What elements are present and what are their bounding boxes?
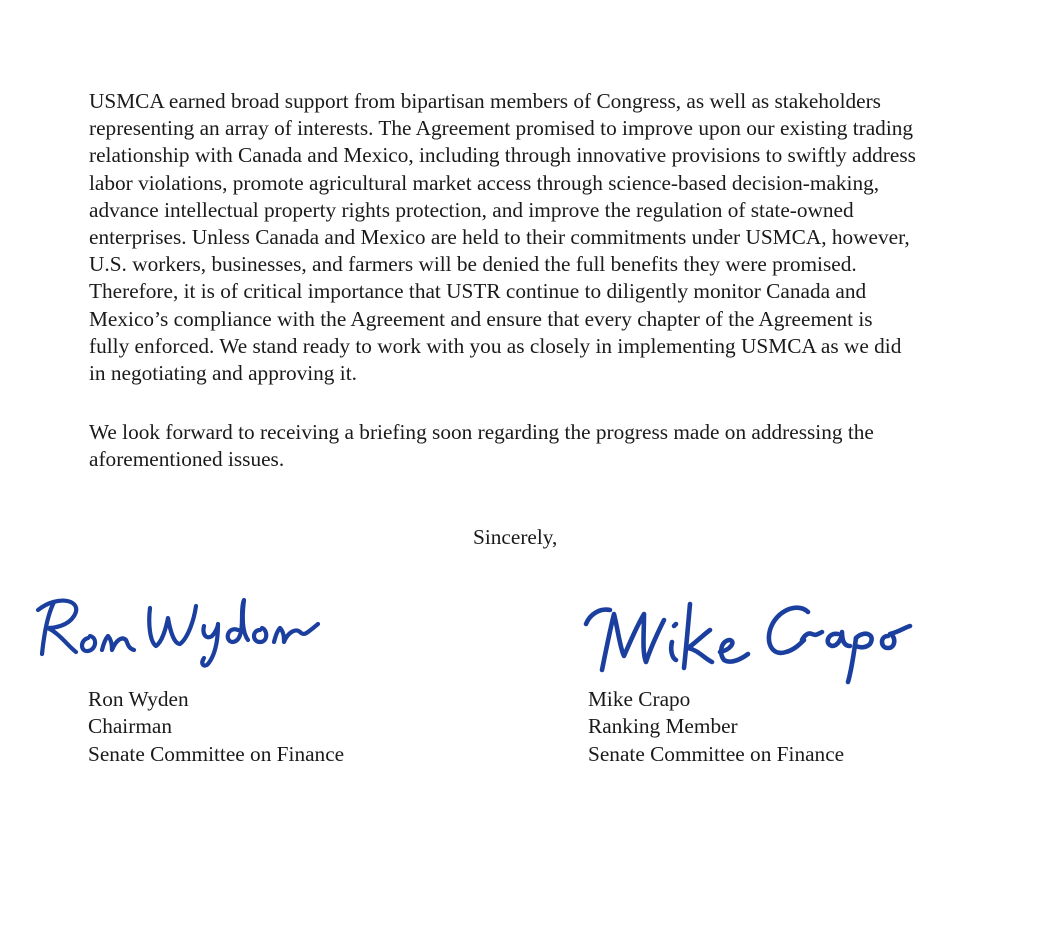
signature-ron-wyden — [28, 588, 328, 668]
paragraph-line: labor violations, promote agricultural market access through science-based decision-making, — [89, 170, 880, 195]
signatory-block-ron-wyden — [88, 686, 344, 768]
signature-mike-crapo — [580, 590, 920, 685]
body-paragraph-briefing — [89, 419, 874, 473]
signatory-committee: Senate Committee on Finance — [88, 741, 345, 766]
paragraph-line: advance intellectual property rights protection, and improve the regulation of state-owned — [89, 197, 854, 222]
paragraph-line: fully enforced. We stand ready to work with you as closely in implementing USMCA as we did — [89, 333, 902, 358]
paragraph-line: USMCA earned broad support from bipartisan members of Congress, as well as stakeholders — [89, 89, 881, 113]
paragraph-line: aforementioned issues. — [89, 447, 285, 472]
paragraph-line: We look forward to receiving a briefing soon regarding the progress made on addressing the — [89, 420, 874, 444]
signatory-block-mike-crapo — [588, 686, 844, 768]
paragraph-line: relationship with Canada and Mexico, including through innovative provisions to swiftly address — [89, 143, 916, 168]
paragraph-line: U.S. workers, businesses, and farmers will be denied the full benefits they were promised. — [89, 252, 857, 277]
paragraph-line: Mexico’s compliance with the Agreement and ensure that every chapter of the Agreement is — [89, 306, 873, 331]
signatory-name: Ron Wyden — [88, 687, 189, 711]
signatory-name: Mike Crapo — [588, 687, 691, 711]
paragraph-line: representing an array of interests. The Agreement promised to improve upon our existing trading — [89, 116, 914, 141]
paragraph-line: enterprises. Unless Canada and Mexico are held to their commitments under USMCA, however, — [89, 225, 910, 250]
closing-salutation: Sincerely, — [473, 525, 558, 549]
body-paragraph-usmca — [89, 88, 916, 387]
signatory-title: Ranking Member — [588, 714, 738, 739]
paragraph-line: in negotiating and approving it. — [89, 361, 357, 386]
paragraph-line: Therefore, it is of critical importance that USTR continue to diligently monitor Canada and — [89, 279, 867, 304]
signatory-committee: Senate Committee on Finance — [588, 741, 845, 766]
signatory-title: Chairman — [88, 714, 172, 739]
